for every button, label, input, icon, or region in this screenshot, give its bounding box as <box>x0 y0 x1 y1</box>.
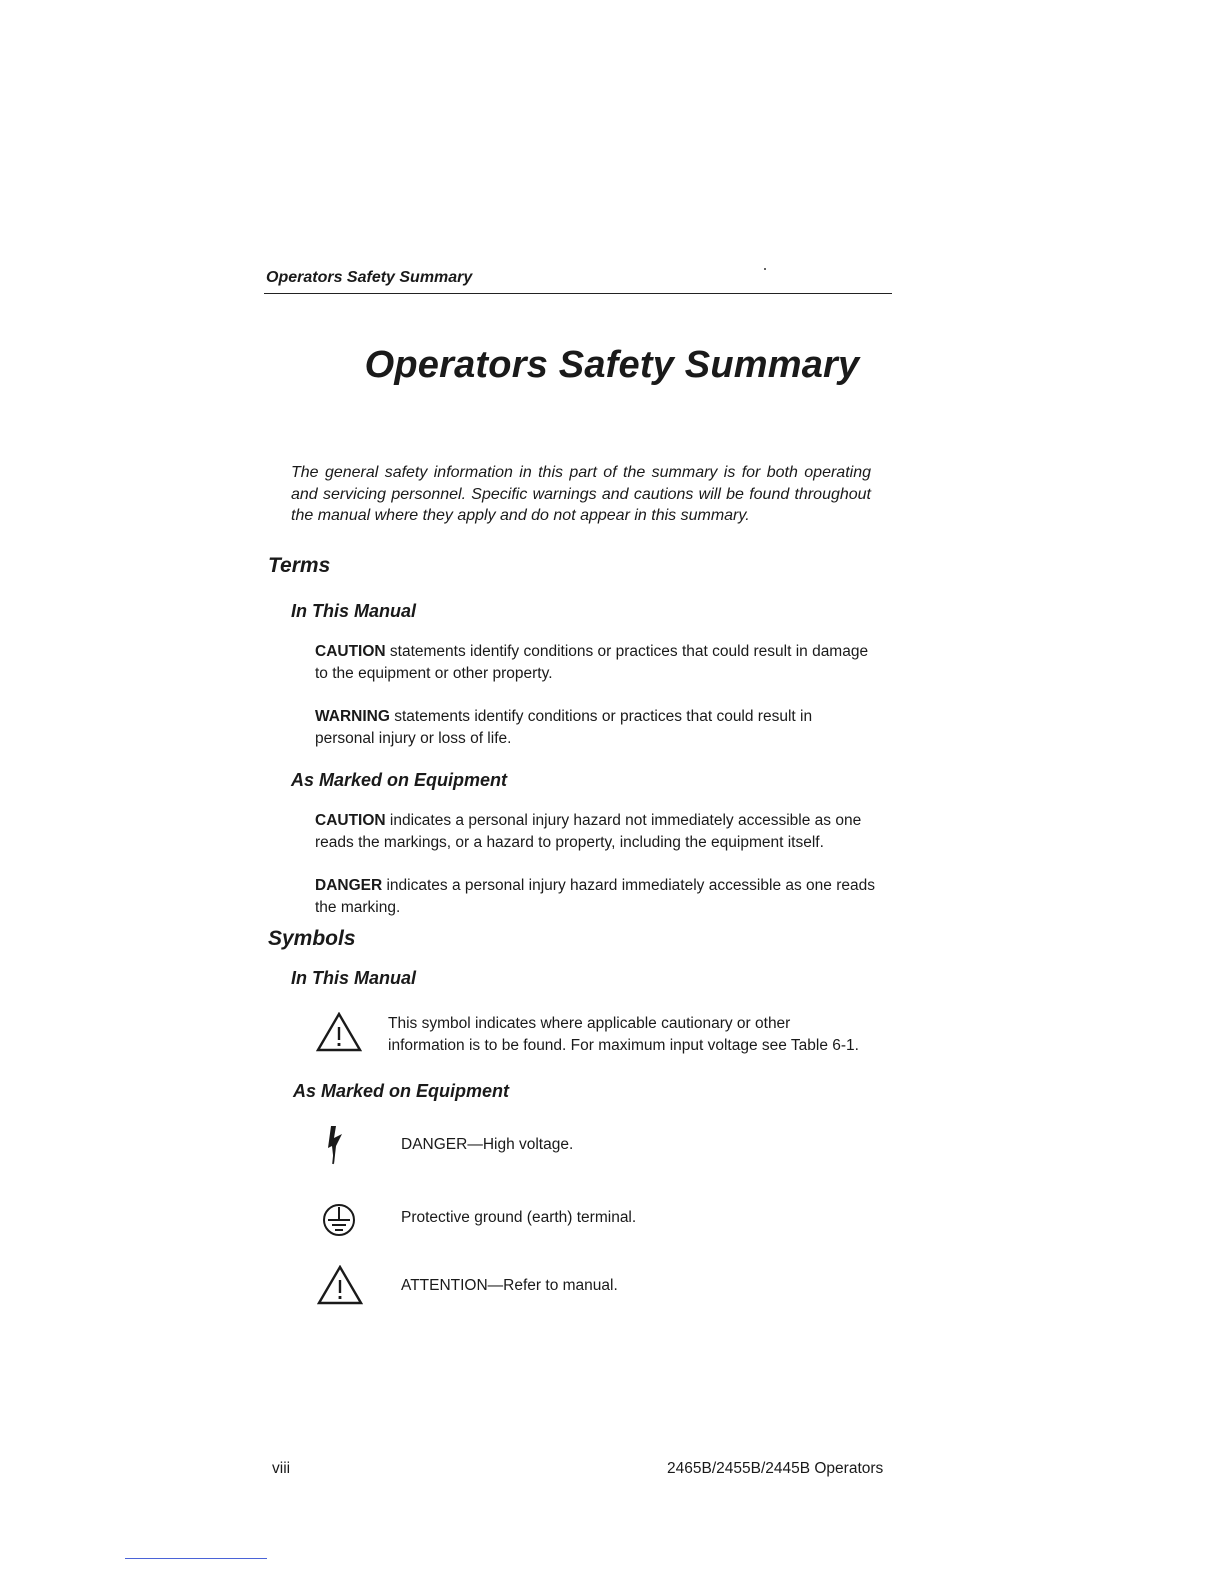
high-voltage-icon <box>326 1124 348 1166</box>
footer-doc-title: 2465B/2455B/2445B Operators <box>667 1460 884 1477</box>
caution-equipment-term: CAUTION <box>315 812 386 829</box>
symbols-on-equipment-heading: As Marked on Equipment <box>293 1081 510 1101</box>
warning-term: WARNING <box>315 708 390 725</box>
terms-in-manual-heading: In This Manual <box>291 601 417 621</box>
symbol-manual-line-2: information is to be found. For maximum input voltage see Table 6-1. <box>388 1037 859 1054</box>
symbol-manual-line-1: This symbol indicates where applicable cautionary or other <box>388 1015 791 1032</box>
caution-equipment-paragraph <box>315 810 895 853</box>
caution-manual-paragraph <box>315 641 875 684</box>
danger-equipment-paragraph <box>315 875 875 918</box>
terms-on-equipment-heading: As Marked on Equipment <box>291 770 508 790</box>
symbols-in-manual-heading: In This Manual <box>291 968 417 988</box>
caution-triangle-icon <box>316 1012 362 1052</box>
danger-term: DANGER <box>315 877 383 894</box>
caution-manual-text: statements identify conditions or practices that could result in damage to the equipment or other property. <box>315 643 869 682</box>
high-voltage-label: DANGER—High voltage. <box>401 1136 574 1153</box>
caution-term: CAUTION <box>315 643 386 660</box>
attention-triangle-icon <box>317 1265 363 1305</box>
attention-label: ATTENTION—Refer to manual. <box>401 1277 618 1294</box>
page-number: viii <box>272 1460 291 1477</box>
symbols-heading: Symbols <box>268 927 356 950</box>
danger-equipment-text: indicates a personal injury hazard immediately accessible as one reads the marking. <box>315 877 875 916</box>
terms-heading: Terms <box>268 554 331 577</box>
protective-ground-label: Protective ground (earth) terminal. <box>401 1209 637 1226</box>
caution-equipment-text: indicates a personal injury hazard not immediately accessible as one reads the markings, or a hazard to property, including the equipment itself. <box>315 812 862 851</box>
print-speck <box>764 268 766 270</box>
protective-ground-icon <box>322 1203 356 1237</box>
page-title: Operators Safety Summary <box>364 344 860 386</box>
header-rule <box>264 293 892 294</box>
intro-paragraph: The general safety information in this part of the summary is for both operating and servicing personnel. Specific warnings and cautions will be found throughout the manual where they apply and do not appear in this summary. <box>291 464 871 524</box>
bottom-edge-line <box>125 1558 267 1559</box>
running-header-title: Operators Safety Summary <box>266 269 473 286</box>
warning-manual-text: statements identify conditions or practices that could result in personal injury or loss of life. <box>315 708 813 747</box>
warning-manual-paragraph <box>315 706 875 749</box>
